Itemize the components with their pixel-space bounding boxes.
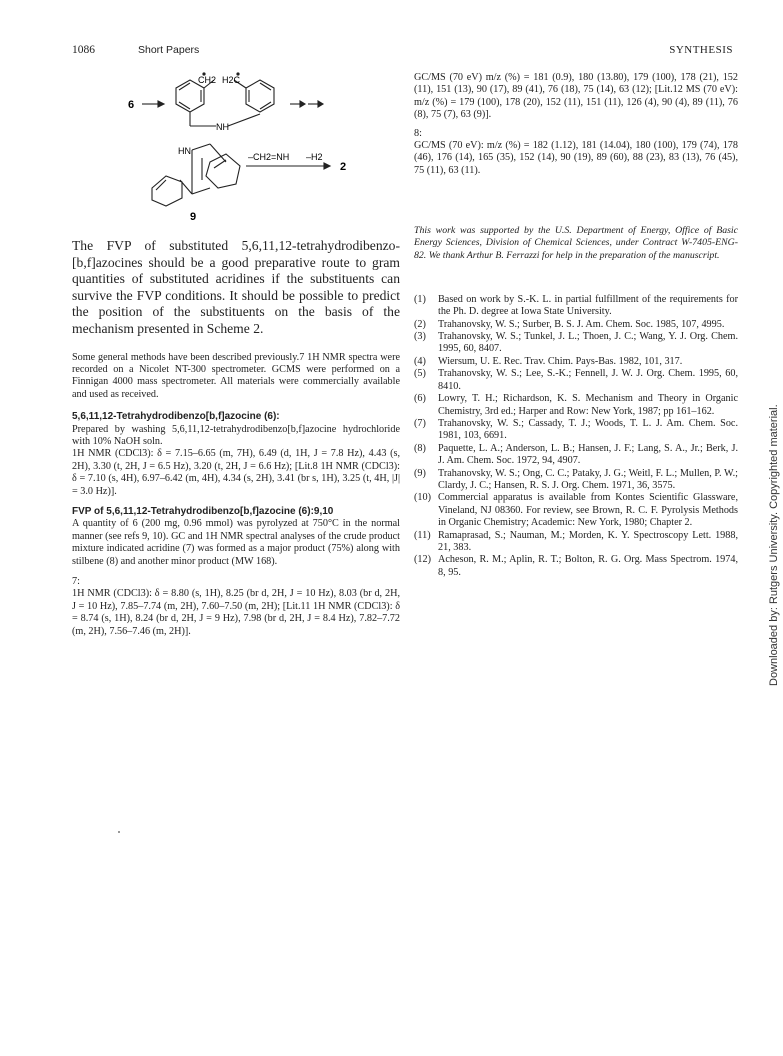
scheme-loss-h2: –H2 bbox=[306, 152, 323, 162]
scheme-nh: NH bbox=[216, 122, 229, 132]
scheme-label-9: 9 bbox=[190, 211, 197, 223]
reference-number: (1) bbox=[414, 293, 426, 305]
scheme-ch2-right: H2C bbox=[222, 75, 241, 85]
reference-number: (2) bbox=[414, 318, 426, 330]
reference-text: Trahanovsky, W. S.; Surber, B. S. J. Am. Chem. Soc. 1985, 107, 4995. bbox=[438, 318, 725, 330]
scan-speck bbox=[118, 831, 120, 833]
reference-number: (12) bbox=[414, 554, 431, 566]
reference-text: Acheson, R. M.; Aplin, R. T.; Bolton, R. G. Org. Mass Spectrom. 1974, 8, 95. bbox=[438, 554, 738, 578]
reference-number: (4) bbox=[414, 355, 426, 367]
reference-item bbox=[414, 319, 738, 331]
reference-item bbox=[414, 554, 738, 579]
reference-item bbox=[414, 393, 738, 418]
reference-text: Ramaprasad, S.; Nauman, M.; Morden, K. Y. Spectroscopy Lett. 1988, 21, 383. bbox=[438, 529, 738, 553]
scheme-product-2: 2 bbox=[340, 161, 347, 173]
section-name: Short Papers bbox=[138, 44, 200, 56]
scheme-loss-ch2nh: –CH2=NH bbox=[248, 152, 290, 162]
reference-number: (8) bbox=[414, 442, 426, 454]
reference-text: Lowry, T. H.; Richardson, K. S. Mechanism and Theory in Organic Chemistry, 3rd ed.; Harper and Row: New York, 1987; pp 161–162. bbox=[438, 393, 738, 417]
reference-item bbox=[414, 418, 738, 443]
reference-text: Trahanovsky, W. S.; Lee, S.-K.; Fennell, J. W. J. Org. Chem. 1995, 60, 8410. bbox=[438, 368, 738, 392]
reference-item bbox=[414, 468, 738, 493]
compound-8-label: 8: bbox=[414, 127, 422, 139]
page-number: 1086 bbox=[72, 44, 95, 56]
reference-number: (9) bbox=[414, 467, 426, 479]
reference-text: Based on work by S.-K. L. in partial fulfillment of the requirements for the Ph. D. degree at Iowa State University. bbox=[438, 293, 738, 318]
reference-item bbox=[414, 492, 738, 529]
reference-text: Trahanovsky, W. S.; Ong, C. C.; Pataky, J. G.; Weitl, F. L.; Mullen, P. W.; Clardy, J. C.; Hansen, R. S. J. Org. Chem. 1971, 36, 3575. bbox=[438, 467, 738, 491]
reference-number: (11) bbox=[414, 529, 431, 541]
download-notice-text: Downloaded by: Rutgers University. Copyrighted material. bbox=[768, 404, 780, 686]
acknowledgment: This work was supported by the U.S. Department of Energy, Office of Basic Energy Sciences, Division of Chemical Sciences, under Contract W-7405-ENG-82. We thank Arthur B. Ferrazzi for help in the preparation of the manuscript. bbox=[414, 225, 738, 261]
reference-number: (5) bbox=[414, 368, 426, 380]
reference-item bbox=[414, 331, 738, 356]
reaction-scheme bbox=[110, 66, 370, 226]
section-heading-azocine: 5,6,11,12-Tetrahydrodibenzo[b,f]azocine (6): bbox=[72, 411, 280, 423]
reference-list bbox=[414, 294, 738, 579]
compound-7-ms: GC/MS (70 eV) m/z (%) = 181 (0.9), 180 (13.80), 179 (100), 178 (21), 152 (11), 151 (13), 90 (17), 89 (41), 76 (18), 75 (14), 63 (12); [Lit.12 MS (70 eV): m/z (%) = 179 (100), 178 (20), 152 (11), 151 (11), 126 (4), 90 (4), 89 (11), 76 (8), 75 (7), 63 (9)]. bbox=[414, 72, 738, 121]
journal-name: SYNTHESIS bbox=[669, 44, 733, 56]
reference-text: Trahanovsky, W. S.; Tunkel, J. L.; Thoen, J. C.; Wang, Y. J. Org. Chem. 1995, 60, 8407. bbox=[438, 331, 738, 355]
section-body-fvp: A quantity of 6 (200 mg, 0.96 mmol) was pyrolyzed at 750°C in the normal manner (see refs 9, 10). GC and 1H NMR spectral analyses of the crude product mixture indicated acridine (7) was formed as a major product (75%) along with stilbene (8) and another minor product (MW 168). bbox=[72, 518, 400, 567]
reference-number: (6) bbox=[414, 393, 426, 405]
section-body-azocine: Prepared by washing 5,6,11,12-tetrahydrodibenzo[b,f]azocine hydrochloride with 10% NaOH soln. bbox=[72, 423, 400, 447]
right-column bbox=[414, 72, 738, 579]
left-column bbox=[72, 238, 400, 638]
reference-item bbox=[414, 530, 738, 555]
scheme-ch2-left: CH2 bbox=[198, 75, 217, 85]
reference-number: (7) bbox=[414, 417, 426, 429]
compound-7-nmr: 1H NMR (CDCl3): δ = 8.80 (s, 1H), 8.25 (br d, 2H, J = 10 Hz), 8.03 (br d, 2H, J = 10 Hz), 7.85–7.74 (m, 2H), 7.60–7.50 (m, 2H); [Lit.11 1H NMR (CDCl3): δ = 8.74 (s, 1H), 8.24 (br d, 2H, J = 9 Hz), 7.98 (br d, 2H, J = 8.4 Hz), 7.82–7.72 (m, 2H), 7.56–7.46 (m, 2H)]. bbox=[72, 588, 400, 637]
reference-text: Wiersum, U. E. Rec. Trav. Chim. Pays-Bas. 1982, 101, 317. bbox=[438, 355, 683, 367]
scheme-hn: HN bbox=[178, 146, 191, 156]
scheme-label-6: 6 bbox=[128, 99, 135, 111]
nmr-azocine: 1H NMR (CDCl3): δ = 7.15–6.65 (m, 7H), 6.49 (d, 1H, J = 7.8 Hz), 4.43 (s, 2H), 3.30 (t, 2H, J = 6.5 Hz), 3.20 (t, 2H, J = 6.6 Hz); [Lit.8 1H NMR (CDCl3): δ = 7.10 (s, 4H), 6.97–6.42 (m, 4H), 4.34 (s, 2H), 3.41 (br s, 1H), 3.25 (t, 4H, |J| = 3.0 Hz)]. bbox=[72, 448, 400, 497]
reference-item bbox=[414, 294, 738, 319]
intro-paragraph: The FVP of substituted 5,6,11,12-tetrahydrodibenzo-[b,f]azocines should be a good preparative route to gram quantities of substituted acridines if the substituents can survive the FVP conditions. It should be possible to predict the position of the substituents on the basis of the mechanism presented in Scheme 2. bbox=[72, 238, 400, 336]
reference-text: Commercial apparatus is available from Kontes Scientific Glassware, Vineland, NJ 08360. For review, see Brown, R. C. F. Pyrolysis Methods in Organic Chemistry; Academic: New York, 1980; Chapter 2. bbox=[438, 492, 738, 529]
reference-item bbox=[414, 368, 738, 393]
reference-item bbox=[414, 443, 738, 468]
reference-number: (10) bbox=[414, 492, 431, 504]
reference-number: (3) bbox=[414, 331, 426, 343]
reference-text: Trahanovsky, W. S.; Cassady, T. J.; Woods, T. L. J. Am. Chem. Soc. 1981, 103, 6691. bbox=[438, 417, 738, 442]
general-methods: Some general methods have been described previously.7 1H NMR spectra were recorded on a Nicolet NT-300 spectrometer. GCMS were performed on a Finnigan 4000 mass spectrometer. All materials were commercially available and used as received. bbox=[72, 351, 400, 400]
compound-8-ms: GC/MS (70 eV): m/z (%) = 182 (1.12), 181 (14.04), 180 (100), 179 (74), 178 (46), 176 (14), 165 (35), 152 (14), 90 (19), 89 (60), 88 (23), 83 (13), 76 (45), 75 (11), 63 (11). bbox=[414, 140, 738, 176]
reference-text: Paquette, L. A.; Anderson, L. B.; Hansen, J. F.; Lang, S. A., Jr.; Berk, J. J. Am. Chem. Soc. 1972, 94, 4907. bbox=[438, 442, 738, 467]
reference-item bbox=[414, 356, 738, 368]
section-heading-fvp: FVP of 5,6,11,12-Tetrahydrodibenzo[b,f]azocine (6):9,10 bbox=[72, 506, 334, 518]
compound-7-label: 7: bbox=[72, 576, 80, 588]
